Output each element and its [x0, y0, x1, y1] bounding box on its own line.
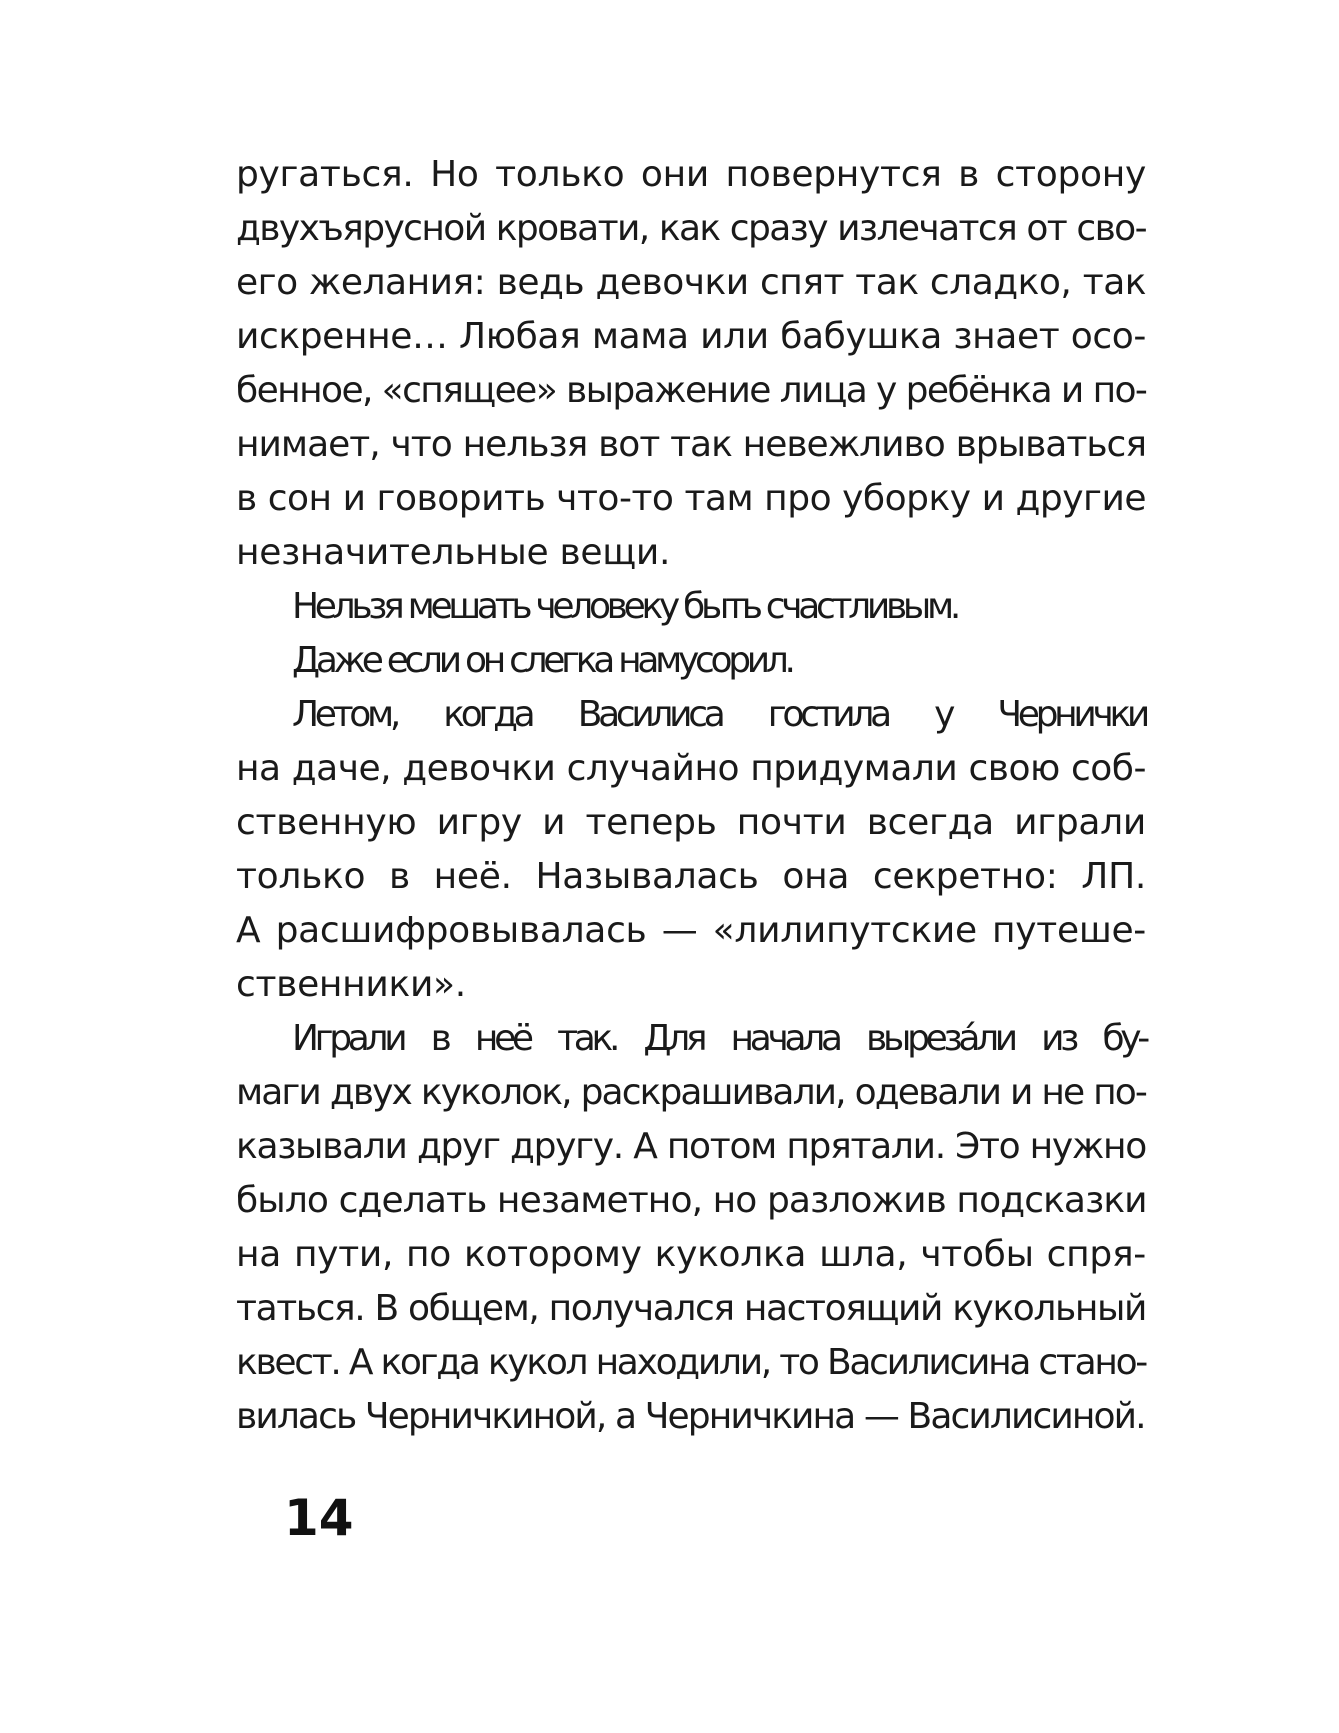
text-line: вилась Черничкиной, а Черничкина — Василисиной. — [236, 1396, 1145, 1437]
text-line: искренне… Любая мама или бабушка знает осо- — [236, 316, 1146, 357]
text-line: ругаться. Но только они повернутся в сторону — [236, 154, 1146, 195]
text-line: бенное, «спящее» выражение лица у ребёнка и по- — [236, 370, 1147, 411]
text-line: Даже если он слегка намусорил. — [292, 640, 792, 681]
body-text — [236, 148, 1146, 1444]
text-line: Нельзя мешать человеку быть счастливым. — [292, 586, 958, 627]
text-line: двухъярусной кровати, как сразу излечатся от сво- — [236, 208, 1146, 249]
text-line: ственники». — [236, 964, 466, 1005]
paragraph-2 — [236, 580, 1146, 634]
text-line: нимает, что нельзя вот так невежливо врываться — [236, 424, 1146, 465]
text-line: в сон и говорить что-то там про уборку и другие — [236, 478, 1146, 519]
page-number: 14 — [284, 1489, 354, 1547]
paragraph-3 — [236, 634, 1146, 688]
text-line: Летом, когда Василиса гостила у Чернички — [292, 694, 1146, 735]
text-line: только в неё. Называлась она секретно: ЛП. — [236, 856, 1146, 897]
text-line: на пути, по которому куколка шла, чтобы спря- — [236, 1234, 1146, 1275]
text-line: таться. В общем, получался настоящий кукольный — [236, 1288, 1146, 1329]
paragraph-1 — [236, 148, 1146, 580]
text-line: на даче, девочки случайно придумали свою соб- — [236, 748, 1146, 789]
text-line: было сделать незаметно, но разложив подсказки — [236, 1180, 1147, 1221]
paragraph-4 — [236, 688, 1146, 1012]
text-line: квест. А когда кукол находили, то Василисина стано- — [236, 1342, 1146, 1383]
text-line: А расшифровывалась — «лилипутские путеше- — [236, 910, 1146, 951]
paragraph-5 — [236, 1012, 1146, 1444]
text-line: его желания: ведь девочки спят так сладко, так — [236, 262, 1146, 303]
text-line: маги двух куколок, раскрашивали, одевали и не по- — [236, 1072, 1146, 1113]
text-line: ственную игру и теперь почти всегда играли — [236, 802, 1146, 843]
text-line: казывали друг другу. А потом прятали. Это нужно — [236, 1126, 1146, 1167]
text-line: Играли в неё так. Для начала вырезáли из бу- — [292, 1018, 1146, 1059]
text-line: незначительные вещи. — [236, 532, 671, 573]
